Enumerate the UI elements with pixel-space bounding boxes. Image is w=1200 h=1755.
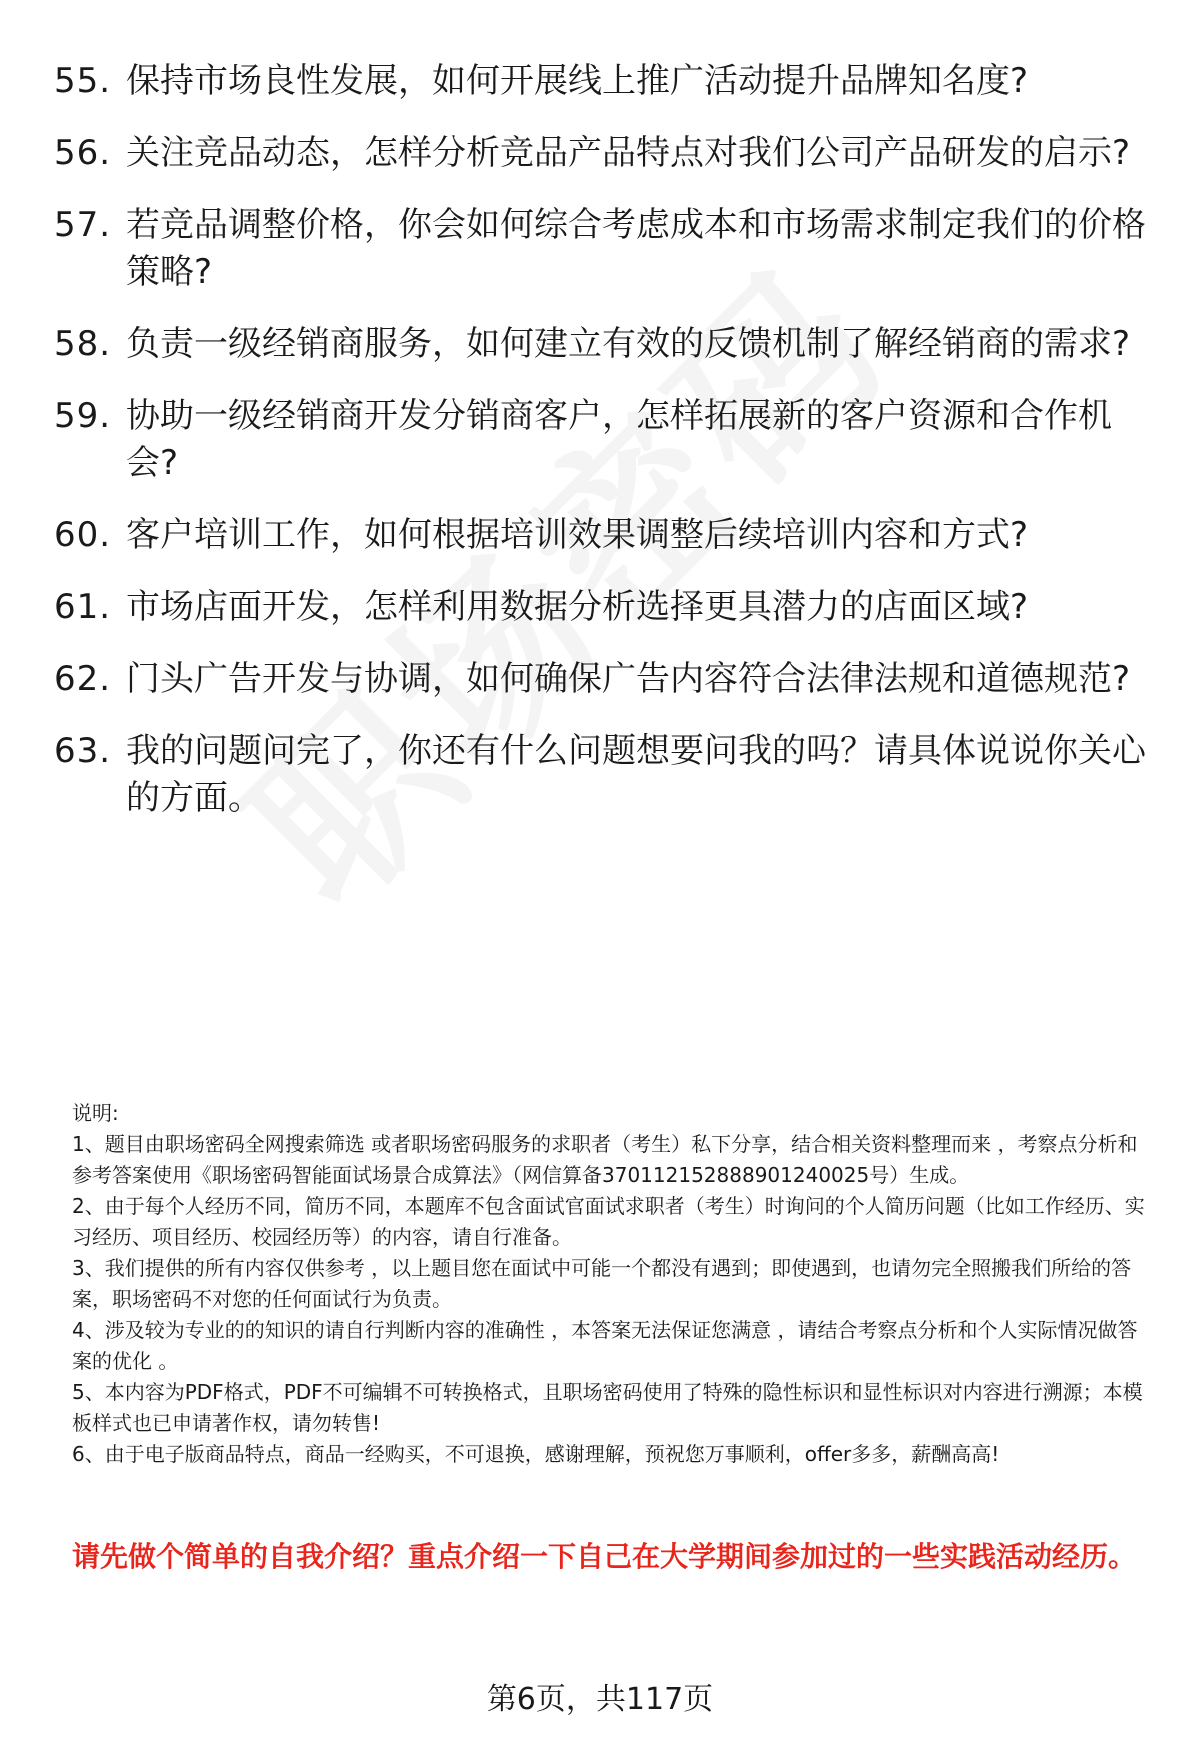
question-text: 负责一级经销商服务，如何建立有效的反馈机制了解经销商的需求? bbox=[126, 324, 1131, 364]
note-item: 4、涉及较为专业的的知识的请自行判断内容的准确性 ，本答案无法保证您满意 ，请结合考察点分析和个人实际情况做答案的优化 。 bbox=[72, 1318, 1138, 1373]
question-number: 56. bbox=[54, 133, 112, 173]
question-number: 55. bbox=[54, 61, 112, 101]
note-item: 1、题目由职场密码全网搜索筛选 或者职场密码服务的求职者（考生）私下分享，结合相关资料整理而来 ，考察点分析和参考答案使用《职场密码智能面试场景合成算法》（网信算备370112152888901240025号）生成。 bbox=[72, 1132, 1138, 1187]
note-item: 2、由于每个人经历不同，简历不同，本题库不包含面试官面试求职者（考生）时询问的个人简历问题（比如工作经历、实习经历、项目经历、校园经历等）的内容，请自行准备。 bbox=[72, 1194, 1145, 1249]
question-item bbox=[54, 728, 1146, 822]
note-item: 6、由于电子版商品特点，商品一经购买，不可退换，感谢理解，预祝您万事顺利，offer多多，薪酬高高! bbox=[72, 1442, 1000, 1466]
question-item bbox=[54, 584, 1146, 631]
page-footer: 第6页，共117页 bbox=[486, 1682, 714, 1717]
question-item bbox=[54, 58, 1146, 105]
question-item bbox=[54, 512, 1146, 559]
question-number: 61. bbox=[54, 587, 112, 627]
notes-heading: 说明: bbox=[72, 1101, 119, 1125]
question-list bbox=[54, 58, 1146, 822]
question-text: 门头广告开发与协调，如何确保广告内容符合法律法规和道德规范? bbox=[126, 659, 1131, 699]
question-number: 63. bbox=[54, 731, 112, 771]
question-number: 58. bbox=[54, 324, 112, 364]
question-item bbox=[54, 656, 1146, 703]
question-item bbox=[54, 202, 1146, 296]
note-item: 3、我们提供的所有内容仅供参考 ，以上题目您在面试中可能一个都没有遇到；即使遇到，也请勿完全照搬我们所给的答案，职场密码不对您的任何面试行为负责。 bbox=[72, 1256, 1132, 1311]
question-text: 协助一级经销商开发分销商客户，怎样拓展新的客户资源和合作机会? bbox=[126, 396, 1112, 483]
highlight-question: 请先做个简单的自我介绍？重点介绍一下自己在大学期间参加过的一些实践活动经历。 bbox=[72, 1540, 1137, 1573]
question-number: 59. bbox=[54, 396, 112, 436]
question-text: 我的问题问完了，你还有什么问题想要问我的吗？请具体说说你关心的方面。 bbox=[126, 731, 1146, 818]
question-item bbox=[54, 130, 1146, 177]
question-number: 60. bbox=[54, 515, 112, 555]
notes-section bbox=[72, 1098, 1156, 1470]
question-text: 市场店面开发，怎样利用数据分析选择更具潜力的店面区域? bbox=[126, 587, 1029, 627]
question-number: 62. bbox=[54, 659, 112, 699]
question-number: 57. bbox=[54, 205, 112, 245]
question-item bbox=[54, 393, 1146, 487]
note-item: 5、本内容为PDF格式，PDF不可编辑不可转换格式，且职场密码使用了特殊的隐性标识和显性标识对内容进行溯源；本模板样式也已申请著作权，请勿转售! bbox=[72, 1380, 1143, 1435]
question-item bbox=[54, 321, 1146, 368]
question-text: 关注竞品动态，怎样分析竞品产品特点对我们公司产品研发的启示? bbox=[126, 133, 1131, 173]
question-text: 客户培训工作，如何根据培训效果调整后续培训内容和方式? bbox=[126, 515, 1029, 555]
question-text: 保持市场良性发展，如何开展线上推广活动提升品牌知名度? bbox=[126, 61, 1029, 101]
question-text: 若竞品调整价格，你会如何综合考虑成本和市场需求制定我们的价格策略? bbox=[126, 205, 1146, 292]
